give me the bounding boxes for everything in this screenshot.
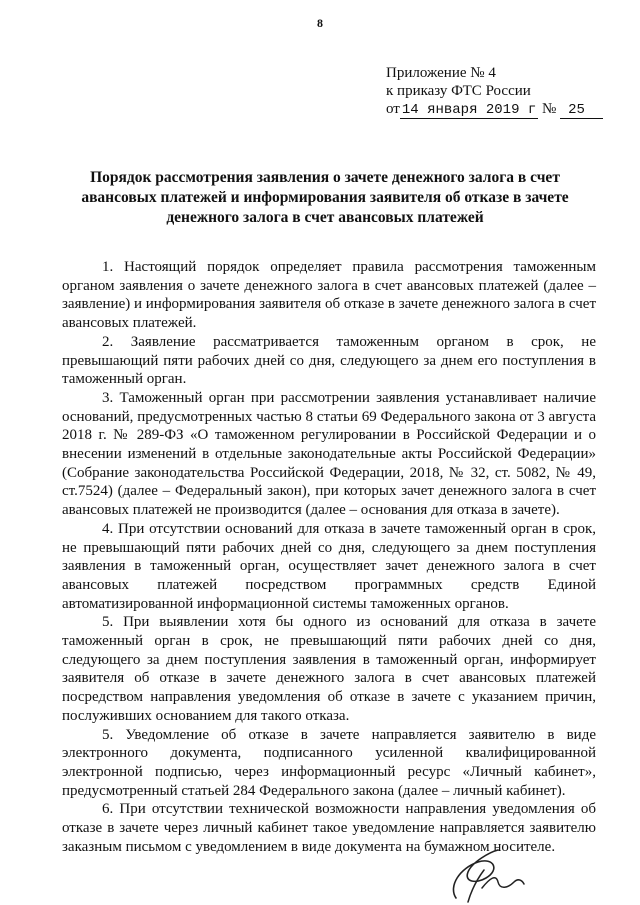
handwritten-signature-icon <box>438 848 528 904</box>
appendix-block <box>386 64 603 119</box>
paragraph: 6. При отсутствии технической возможности направления уведомления об отказе в зачете через личный кабинет такое уведомление направляется заявителю заказным письмом с уведомлением в виде документа на бумажном носителе. <box>62 801 596 855</box>
page-number: 8 <box>317 16 323 30</box>
paragraph: 5. Уведомление об отказе в зачете направляется заявителю в виде электронного документа, подписанного усиленной квалифицированной электронной подписью, через информационный ресурс «Личный кабинет», предусмотренный статьей 284 Федерального закона (далее – личный кабинет). <box>62 726 596 799</box>
paragraph: 3. Таможенный орган при рассмотрении заявления устанавливает наличие оснований, предусмотренных частью 8 статьи 69 Федерального закона от 3 августа 2018 г. № 289-ФЗ «О таможенном регулировании в Российской Федерации и о внесении изменений в отдельные законодательные акты Российской Федерации» (Собрание законодательства Российской Федерации, 2018, № 32, ст. 5082, № 49, ст.7524) (далее – Федеральный закон), при которых зачет денежного залога в счет авансовых платежей не производится (далее – основания для отказа в зачете). <box>62 389 596 519</box>
document-title: Порядок рассмотрения заявления о зачете денежного залога в счет авансовых платежей и информирования заявителя об отказе в зачете денежного залога в счет авансовых платежей <box>81 169 569 226</box>
number-prefix: № <box>542 101 557 117</box>
document-body <box>62 258 596 857</box>
date-prefix: от <box>386 101 400 117</box>
number-value: 25 <box>560 103 603 119</box>
appendix-order-ref: к приказу ФТС России <box>386 83 531 99</box>
date-value: 14 января 2019 г <box>401 102 537 118</box>
appendix-title: Приложение № 4 <box>386 65 496 81</box>
paragraph: 4. При отсутствии оснований для отказа в зачете таможенный орган в срок, не превышающий пяти рабочих дней со дня, следующего за днем поступления заявления в таможенный орган, осуществляет зачет денежного залога в счет авансовых платежей посредством программных средств Единой автоматизированной информационной системы таможенных органов. <box>62 520 596 612</box>
paragraph: 5. При выявлении хотя бы одного из оснований для отказа в зачете таможенный орган в срок, не превышающий пяти рабочих дней со дня, следующего за днем поступления заявления в таможенный орган, информирует заявителя об отказе в зачете денежного залога в счет авансовых платежей посредством направления уведомления об отказе в зачете с указанием причин, послуживших основанием для такого отказа. <box>62 614 596 724</box>
paragraph: 1. Настоящий порядок определяет правила рассмотрения таможенным органом заявления о зачете денежного залога в счет авансовых платежей (далее – заявление) и информирования заявителя об отказе в зачете денежного залога в счет авансовых платежей. <box>62 259 596 332</box>
paragraph: 2. Заявление рассматривается таможенным органом в срок, не превышающий пяти рабочих дней со дня, следующего за днем его поступления в таможенный орган. <box>62 333 596 388</box>
appendix-date-line <box>386 100 603 119</box>
